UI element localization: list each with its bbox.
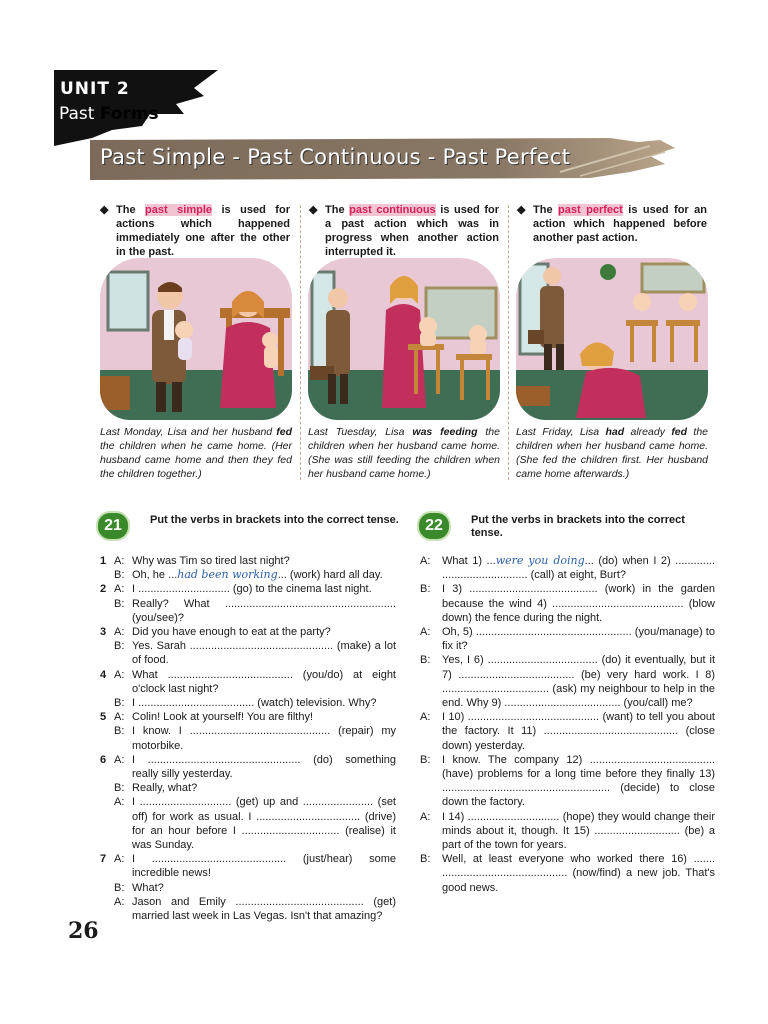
speaker: B: bbox=[420, 853, 431, 866]
list-item bbox=[100, 781, 396, 795]
item-text: I 14) .............................. (hope) they would change their minds about it, though. It 15) ............................ (be) a part of the town for years. bbox=[442, 810, 715, 852]
diamond-bullet-icon: ◆ bbox=[517, 204, 526, 216]
speaker: A: bbox=[114, 753, 125, 766]
example-answer: had been working bbox=[177, 568, 278, 582]
list-item bbox=[420, 852, 715, 895]
page-title: Past Simple - Past Continuous - Past Perfect bbox=[100, 145, 571, 169]
unit-subtitle-b: Forms bbox=[99, 104, 159, 124]
list-item bbox=[420, 554, 715, 582]
rule-term: past continuous bbox=[349, 204, 436, 216]
speaker: A: bbox=[114, 555, 125, 567]
unit-subtitle bbox=[59, 104, 159, 124]
list-item bbox=[100, 625, 396, 639]
item-text: I .................................................. (do) something really silly yesterday. bbox=[132, 753, 396, 781]
item-text: I 10) ........................................... (want) to tell you about the factory. It 11) ............................................ (close down) yesterday. bbox=[442, 711, 715, 752]
illustration-friday bbox=[516, 258, 708, 420]
speaker: A: bbox=[114, 895, 125, 908]
exercise-22-instruction: Put the verbs in brackets into the correct tense. bbox=[471, 514, 685, 539]
item-number: 4 bbox=[100, 668, 107, 681]
caption-text: Last Friday, Lisa bbox=[516, 426, 606, 438]
speaker: B: bbox=[420, 753, 431, 766]
speaker: A: bbox=[420, 711, 431, 724]
caption-friday bbox=[516, 425, 708, 481]
list-item bbox=[100, 881, 396, 895]
illustration-monday bbox=[100, 258, 292, 420]
list-item bbox=[100, 710, 396, 724]
speaker: B: bbox=[114, 697, 125, 710]
speaker: A: bbox=[420, 626, 431, 639]
item-text: Really? What ........................................................ (you/see)? bbox=[132, 597, 396, 624]
item-text-part: What 1) ... bbox=[442, 555, 496, 567]
item-text-part: ... (do) when I 2) ............. ............................ (call) at eight, Burt? bbox=[442, 555, 715, 582]
list-item bbox=[100, 724, 396, 752]
list-item bbox=[100, 639, 396, 667]
list-item bbox=[100, 554, 396, 568]
rule-past-perfect bbox=[517, 203, 707, 245]
item-text: I 3) .......................................... (work) in the garden because the wind 4) ........................................... (blow down) the fence during the night. bbox=[442, 583, 715, 624]
item-text bbox=[132, 568, 396, 582]
speaker: B: bbox=[114, 881, 125, 894]
speaker: A: bbox=[114, 668, 125, 681]
speaker: B: bbox=[420, 654, 431, 667]
rule-text: The bbox=[116, 204, 146, 216]
unit-subtitle-a: Past bbox=[59, 104, 100, 124]
item-text-part: ... (work) hard all day. bbox=[277, 569, 383, 582]
rule-past-simple bbox=[100, 203, 290, 259]
caption-verb: was feeding bbox=[412, 426, 478, 438]
speaker: A: bbox=[114, 711, 125, 724]
item-text: I know. I .............................................. (repair) my motorbike. bbox=[132, 725, 396, 752]
speaker: A: bbox=[420, 555, 431, 567]
item-number: 2 bbox=[100, 583, 107, 596]
caption-text: the children when her husband came home. (She was still feeding the children when her husband came home.) bbox=[308, 426, 500, 480]
list-item bbox=[100, 795, 396, 852]
speaker: A: bbox=[114, 626, 125, 639]
exercise-22-list bbox=[420, 554, 715, 895]
page-number: 26 bbox=[68, 918, 99, 944]
list-item bbox=[420, 710, 715, 753]
item-text: Oh, 5) ................................................... (you/manage) to fix it? bbox=[442, 626, 715, 653]
exercise-21-badge: 21 bbox=[96, 511, 130, 541]
rule-past-continuous bbox=[309, 203, 499, 259]
item-text: What? bbox=[132, 881, 164, 894]
speaker: B: bbox=[420, 583, 431, 596]
list-item bbox=[420, 753, 715, 810]
caption-verb: had bbox=[605, 426, 625, 438]
speaker: B: bbox=[114, 640, 125, 653]
item-text: Yes. Sarah ............................................... (make) a lot of food. bbox=[132, 640, 396, 667]
item-number: 1 bbox=[100, 555, 107, 567]
caption-verb: fed bbox=[671, 426, 688, 438]
item-number: 6 bbox=[100, 753, 107, 766]
speaker: B: bbox=[114, 782, 125, 795]
rule-text: is used for a past action which was in progress when another action interrupted it. bbox=[325, 204, 499, 258]
list-item bbox=[100, 696, 396, 710]
rule-text: is used for an action which happened before another past action. bbox=[533, 204, 707, 244]
item-text: I ............................................ (just/hear) some incredible news! bbox=[132, 853, 396, 880]
column-divider bbox=[300, 205, 302, 480]
unit-number: UNIT 2 bbox=[60, 79, 130, 99]
rule-term: past simple bbox=[145, 204, 212, 216]
exercise-22-badge: 22 bbox=[417, 511, 451, 541]
caption-monday bbox=[100, 425, 292, 481]
item-text-part: Oh, he ... bbox=[132, 569, 178, 582]
speaker: A: bbox=[114, 853, 125, 866]
item-number: 5 bbox=[100, 711, 107, 724]
list-item bbox=[420, 582, 715, 625]
item-number: 7 bbox=[100, 853, 107, 866]
list-item bbox=[420, 653, 715, 710]
caption-tuesday bbox=[308, 425, 500, 481]
item-text: I .............................. (go) to the cinema last night. bbox=[132, 583, 372, 596]
item-text: Jason and Emily .......................................... (get) married last week in Las Vegas. Isn't that amazing? bbox=[132, 895, 396, 923]
list-item bbox=[100, 597, 396, 625]
speaker: A: bbox=[114, 583, 125, 596]
item-text: Colin! Look at yourself! You are filthy! bbox=[132, 711, 313, 724]
diamond-bullet-icon: ◆ bbox=[100, 204, 109, 216]
rule-term: past perfect bbox=[558, 204, 623, 216]
list-item bbox=[100, 895, 396, 923]
speaker: A: bbox=[114, 796, 125, 809]
illustration-tuesday bbox=[308, 258, 500, 420]
caption-text: the children when he came home. (Her husband came home and then they fed the children together.) bbox=[100, 440, 292, 480]
caption-text: Last Tuesday, Lisa bbox=[308, 426, 413, 438]
column-divider bbox=[508, 205, 510, 480]
item-text: Well, at least everyone who worked there 16) ....... ......................................... (now/find) a new job. That's good news. bbox=[442, 853, 715, 894]
rule-text: is used for actions which happened immediately one after the other in the past. bbox=[116, 204, 290, 258]
caption-verb: fed bbox=[276, 426, 292, 438]
item-text: Yes, I 6) .................................... (do) it eventually, but it 7) ...................................... (be) very hard work. I 8) ................................... (ask) my neighbour to help in the end. Why 9) ...................................... (you/call) me? bbox=[442, 654, 715, 710]
caption-text: Last Monday, Lisa and her husband bbox=[100, 426, 277, 438]
list-item bbox=[420, 625, 715, 653]
speaker: A: bbox=[420, 810, 431, 823]
rule-text: The bbox=[325, 204, 350, 216]
exercise-21-list bbox=[100, 554, 396, 923]
exercise-21-instruction: Put the verbs in brackets into the correct tense. bbox=[150, 514, 399, 526]
list-item bbox=[100, 668, 396, 696]
item-text: Did you have enough to eat at the party? bbox=[132, 626, 331, 639]
list-item bbox=[100, 753, 396, 781]
item-number: 3 bbox=[100, 626, 107, 639]
item-text: Why was Tim so tired last night? bbox=[132, 555, 290, 567]
item-text: I know. The company 12) ......................................... (have) problems for a long time before they finally 13) ....................................................... (decide) to close down the factory. bbox=[442, 753, 715, 809]
list-item bbox=[420, 810, 715, 853]
item-text: I .............................. (get) up and ....................... (set off) for work as usual. I .................................. (drive) for an hour before I ................................ (realise) it was Sunday. bbox=[132, 796, 396, 852]
item-text: What ......................................... (you/do) at eight o'clock last night? bbox=[132, 668, 396, 695]
item-text: Really, what? bbox=[132, 782, 198, 795]
example-answer: were you doing bbox=[495, 554, 585, 567]
list-item bbox=[100, 582, 396, 596]
rule-text: The bbox=[533, 204, 559, 216]
caption-text: already bbox=[624, 426, 672, 438]
list-item bbox=[100, 568, 396, 582]
item-text: I ...................................... (watch) television. Why? bbox=[132, 697, 377, 710]
caption-text: the children when her husband came home. (She fed the children first. Her husband came home afterwards.) bbox=[516, 426, 709, 480]
diamond-bullet-icon: ◆ bbox=[309, 204, 318, 216]
speaker: B: bbox=[114, 597, 125, 610]
item-text bbox=[442, 554, 715, 582]
speaker: B: bbox=[114, 725, 125, 738]
speaker: B: bbox=[114, 569, 125, 582]
list-item bbox=[100, 852, 396, 880]
